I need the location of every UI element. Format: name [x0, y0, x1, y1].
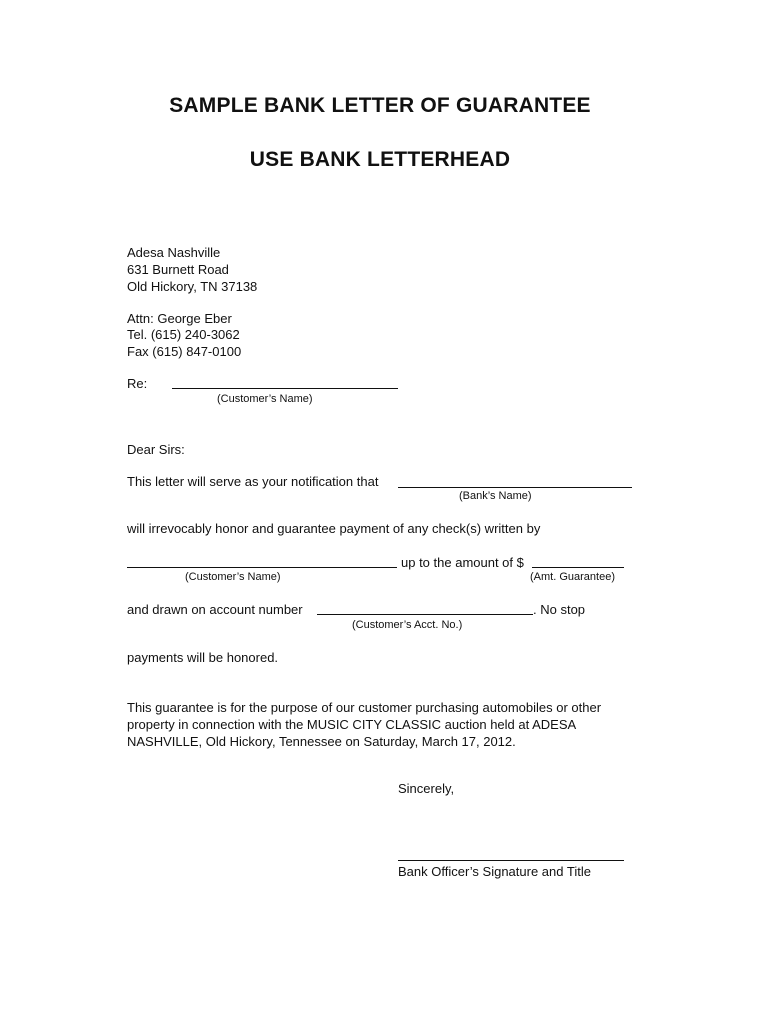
- amount-line: [532, 567, 624, 568]
- amount-caption: (Amt. Guarantee): [530, 571, 615, 583]
- closing-text: Sincerely,: [398, 781, 455, 796]
- payments-text: payments will be honored.: [127, 650, 279, 665]
- account-prefix-text: and drawn on account number: [127, 602, 303, 617]
- upto-amount-text: up to the amount of $: [401, 555, 524, 570]
- customer-name-caption: (Customer’s Name): [185, 571, 281, 583]
- honor-text: will irrevocably honor and guarantee payment of any check(s) written by: [127, 521, 541, 536]
- re-customer-name-line: [172, 388, 398, 389]
- purpose-paragraph: This guarantee is for the purpose of our customer purchasing automobiles or other property in connection with the MUSIC CITY CLASSIC auction held at ADESA NASHVILLE, Old Hickory, Tennessee on Saturday, March 17, 2012.: [127, 700, 602, 749]
- address-city: Old Hickory, TN 37138: [127, 279, 258, 294]
- document-title: SAMPLE BANK LETTER OF GUARANTEE: [169, 94, 591, 117]
- signature-line: [398, 860, 624, 861]
- contact-attn: Attn: George Eber: [127, 311, 232, 326]
- contact-tel: Tel. (615) 240-3062: [127, 327, 240, 342]
- contact-fax: Fax (615) 847-0100: [127, 344, 242, 359]
- re-label: Re:: [127, 376, 148, 391]
- customer-name-line: [127, 567, 397, 568]
- address-street: 631 Burnett Road: [127, 262, 229, 277]
- bank-name-caption: (Bank’s Name): [459, 490, 532, 502]
- account-number-caption: (Customer’s Acct. No.): [352, 619, 463, 631]
- bank-name-line: [398, 487, 632, 488]
- notification-text: This letter will serve as your notification that: [127, 474, 379, 489]
- account-suffix-text: . No stop: [533, 602, 586, 617]
- signature-caption: Bank Officer’s Signature and Title: [398, 864, 591, 879]
- document-subtitle: USE BANK LETTERHEAD: [249, 148, 511, 171]
- address-name: Adesa Nashville: [127, 245, 221, 260]
- re-customer-name-caption: (Customer’s Name): [217, 393, 313, 405]
- account-number-line: [317, 614, 533, 615]
- salutation: Dear Sirs:: [127, 442, 185, 457]
